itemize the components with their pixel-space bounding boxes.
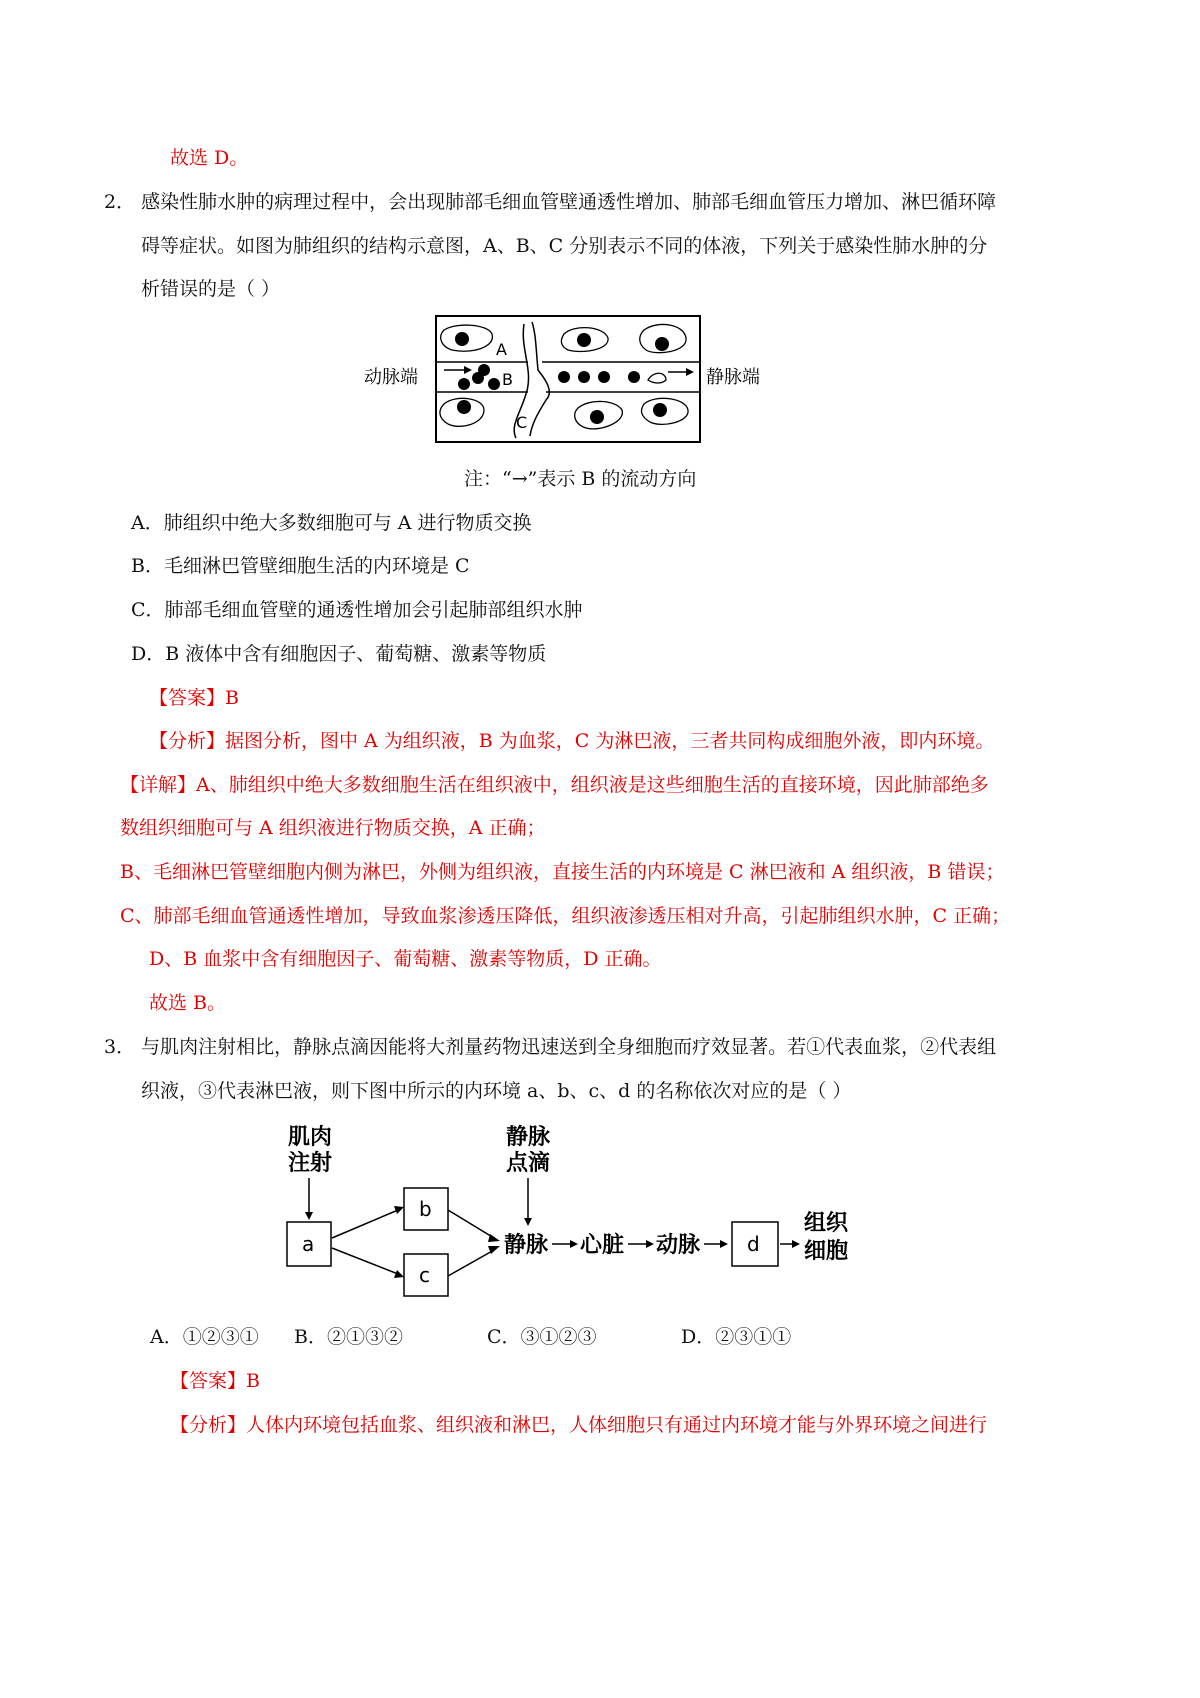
q3-answer: 【答案】B [170, 1370, 260, 1392]
blood-cell [578, 371, 590, 383]
q2-answer: 【答案】B [149, 687, 239, 709]
blood-cell [488, 378, 500, 390]
box-c-label: c [419, 1263, 430, 1287]
q2-option-b: B．毛细淋巴管壁细胞生活的内环境是 C [131, 555, 470, 577]
q2-detail-a-line-2: 数组织细胞可与 A 组织液进行物质交换，A 正确； [120, 817, 546, 839]
artery-label: 动脉 [656, 1233, 701, 1258]
q2-detail-b: B、毛细淋巴管壁细胞内侧为淋巴，外侧为组织液，直接生活的内环境是 C 淋巴液和 A 组织液，B 错误； [120, 861, 1005, 883]
q2-option-a: A．肺组织中绝大多数细胞可与 A 进行物质交换 [131, 512, 532, 534]
im-arrow-head [305, 1212, 313, 1220]
flow-arrow-left-head [464, 366, 472, 374]
drug-delivery-svg [280, 1118, 880, 1303]
q1-conclusion: 故选 D。 [170, 147, 249, 169]
q2-detail-c: C、肺部毛细血管通透性增加，导致血浆渗透压降低，组织液渗透压相对升高，引起肺组织水肿，C 正确； [120, 905, 1011, 927]
arrow-a-to-b-head [394, 1206, 404, 1214]
vein-label: 静脉 [504, 1233, 549, 1258]
cell-nucleus [455, 332, 469, 346]
cell-nucleus [577, 333, 591, 347]
lung-tissue-svg [360, 310, 780, 450]
q2-figure-caption: 注：“→”表示 B 的流动方向 [464, 468, 697, 490]
q2-detail-a-line-1: 【详解】A、肺组织中绝大多数细胞生活在组织液中，组织液是这些细胞生活的直接环境，因此肺部绝多 [120, 774, 989, 796]
lung-tissue-diagram [360, 310, 780, 450]
arrow-artery-to-d-head [720, 1240, 728, 1248]
arrow-c-to-vein [448, 1250, 494, 1276]
q2-stem-line-3: 析错误的是（ ） [141, 278, 281, 300]
iv-label-line-2: 点滴 [506, 1151, 551, 1176]
q3-stem-line-2: 织液，③代表淋巴液，则下图中所示的内环境 a、b、c、d 的名称依次对应的是（ ） [141, 1080, 852, 1102]
arrow-vein-to-heart-head [570, 1240, 578, 1248]
drug-delivery-diagram [280, 1118, 880, 1303]
cell-nucleus [457, 400, 471, 414]
arrow-b-to-vein-head [488, 1234, 500, 1242]
cell-nucleus [655, 337, 669, 351]
box-b-label: b [419, 1197, 432, 1221]
tissue-label-line-2: 细胞 [804, 1239, 849, 1264]
q3-option-d: D．②③①① [681, 1326, 792, 1348]
blood-cell [458, 378, 470, 390]
cell-nucleus [590, 410, 604, 424]
q2-stem-line-2: 碍等症状。如图为肺组织的结构示意图，A、B、C 分别表示不同的体液，下列关于感染性肺水肿的分 [141, 235, 988, 257]
arrow-a-to-c-head [394, 1270, 404, 1278]
im-label-line-2: 注射 [288, 1151, 333, 1176]
blood-cell [478, 364, 490, 376]
q3-option-b: B．②①③② [294, 1326, 403, 1348]
blood-cell [598, 371, 610, 383]
q2-option-d: D．B 液体中含有细胞因子、葡萄糖、激素等物质 [131, 643, 547, 665]
arrow-heart-to-artery-head [646, 1240, 654, 1248]
q3-stem-line-1: 3． 与肌肉注射相比，静脉点滴因能将大剂量药物迅速送到全身细胞而疗效显著。若①代表血浆，②代表组 [104, 1036, 997, 1058]
q3-option-a: A．①②③① [150, 1326, 259, 1348]
arrow-d-to-tissue-head [792, 1240, 800, 1248]
label-b: B [502, 370, 513, 389]
cell-nucleus [653, 403, 667, 417]
iv-arrow-head [524, 1218, 532, 1226]
q2-detail-d: D、B 血浆中含有细胞因子、葡萄糖、激素等物质，D 正确。 [149, 948, 662, 970]
tissue-label-line-1: 组织 [804, 1211, 849, 1236]
iv-label-line-1: 静脉 [506, 1125, 551, 1150]
box-a-label: a [302, 1232, 315, 1256]
right-end-label: 静脉端 [706, 367, 760, 388]
left-end-label: 动脉端 [364, 367, 418, 388]
arrow-b-to-vein [448, 1210, 494, 1238]
q2-analysis: 【分析】据图分析，图中 A 为组织液，B 为血浆，C 为淋巴液，三者共同构成细胞外液，即内环境。 [149, 730, 995, 752]
blood-cell [628, 371, 640, 383]
blood-cell [558, 371, 570, 383]
im-label-line-1: 肌肉 [288, 1125, 333, 1150]
box-d-label: d [747, 1232, 760, 1256]
flow-arrow-right-head [686, 368, 694, 376]
label-a: A [496, 340, 507, 359]
label-c: C [516, 413, 528, 432]
q2-option-c: C．肺部毛细血管壁的通透性增加会引起肺部组织水肿 [131, 599, 583, 621]
q2-stem-line-1: 2． 感染性肺水肿的病理过程中，会出现肺部毛细血管壁通透性增加、肺部毛细血管压力增加、淋巴循环障 [104, 191, 997, 213]
q2-conclusion: 故选 B。 [149, 992, 227, 1014]
q3-analysis: 【分析】人体内环境包括血浆、组织液和淋巴，人体细胞只有通过内环境才能与外界环境之间进行 [170, 1414, 988, 1436]
heart-label: 心脏 [580, 1233, 625, 1258]
q3-option-c: C．③①②③ [487, 1326, 597, 1348]
arrow-a-to-b [332, 1210, 398, 1238]
arrow-a-to-c [332, 1248, 398, 1274]
deformed-blood-cell [648, 373, 666, 383]
